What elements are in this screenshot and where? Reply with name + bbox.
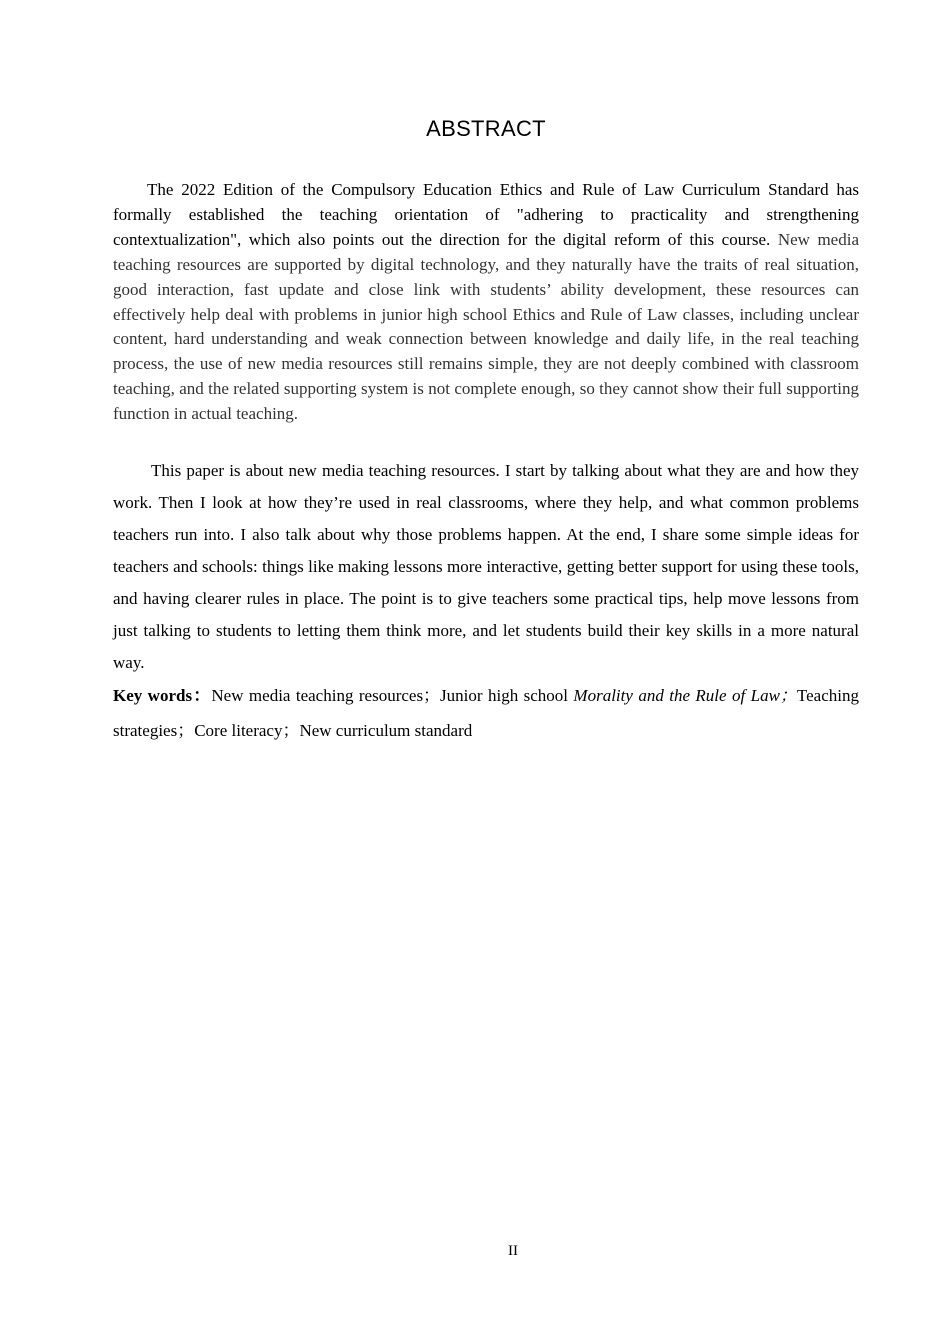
paragraph-1-part-2: New media teaching resources are supported by digital technology, and they naturally have the traits of real situation, good interaction, fast update and close link with students’ ability development, these resources can effectively help deal with problems in junior high school Ethics and Rule of Law classes, including unclear content, hard understanding and weak connection between knowledge and daily life, in the real teaching process, the use of new media resources still remains simple, they are not deeply combined with classroom teaching, and the related supporting system is not complete enough, so they cannot show their full supporting function in actual teaching. [113, 229, 859, 424]
abstract-paragraph-1 [113, 178, 859, 427]
keywords-items-before: New media teaching resources；Junior high school [211, 686, 574, 705]
keywords-items-after: Teaching strategies；Core literacy；New curriculum standard [113, 686, 859, 740]
abstract-title: ABSTRACT [426, 116, 546, 141]
abstract-paragraph-2: This paper is about new media teaching resources. I start by talking about what they are and how they work. Then I look at how they’re used in real classrooms, where they help, and what common problems teachers run into. I also talk about why those problems happen. At the end, I share some simple ideas for teachers and schools: things like making lessons more interactive, getting better support for using these tools, and having clearer rules in place. The point is to give teachers some practical tips, help move lessons from just talking to students to letting them think more, and let students build their key skills in a more natural way. [113, 461, 859, 672]
paragraph-1-part-1: The 2022 Edition of the Compulsory Education Ethics and Rule of Law Curriculum Standard has formally established the teaching orientation of "adhering to practicality and strengthening contextualization", which also points out the direction for the digital reform of this course. [113, 180, 859, 249]
keywords-line [113, 678, 859, 748]
keywords-italic-item: Morality and the Rule of Law； [573, 686, 797, 705]
keywords-label: Key words： [113, 686, 212, 705]
page-number: II [508, 1243, 518, 1259]
